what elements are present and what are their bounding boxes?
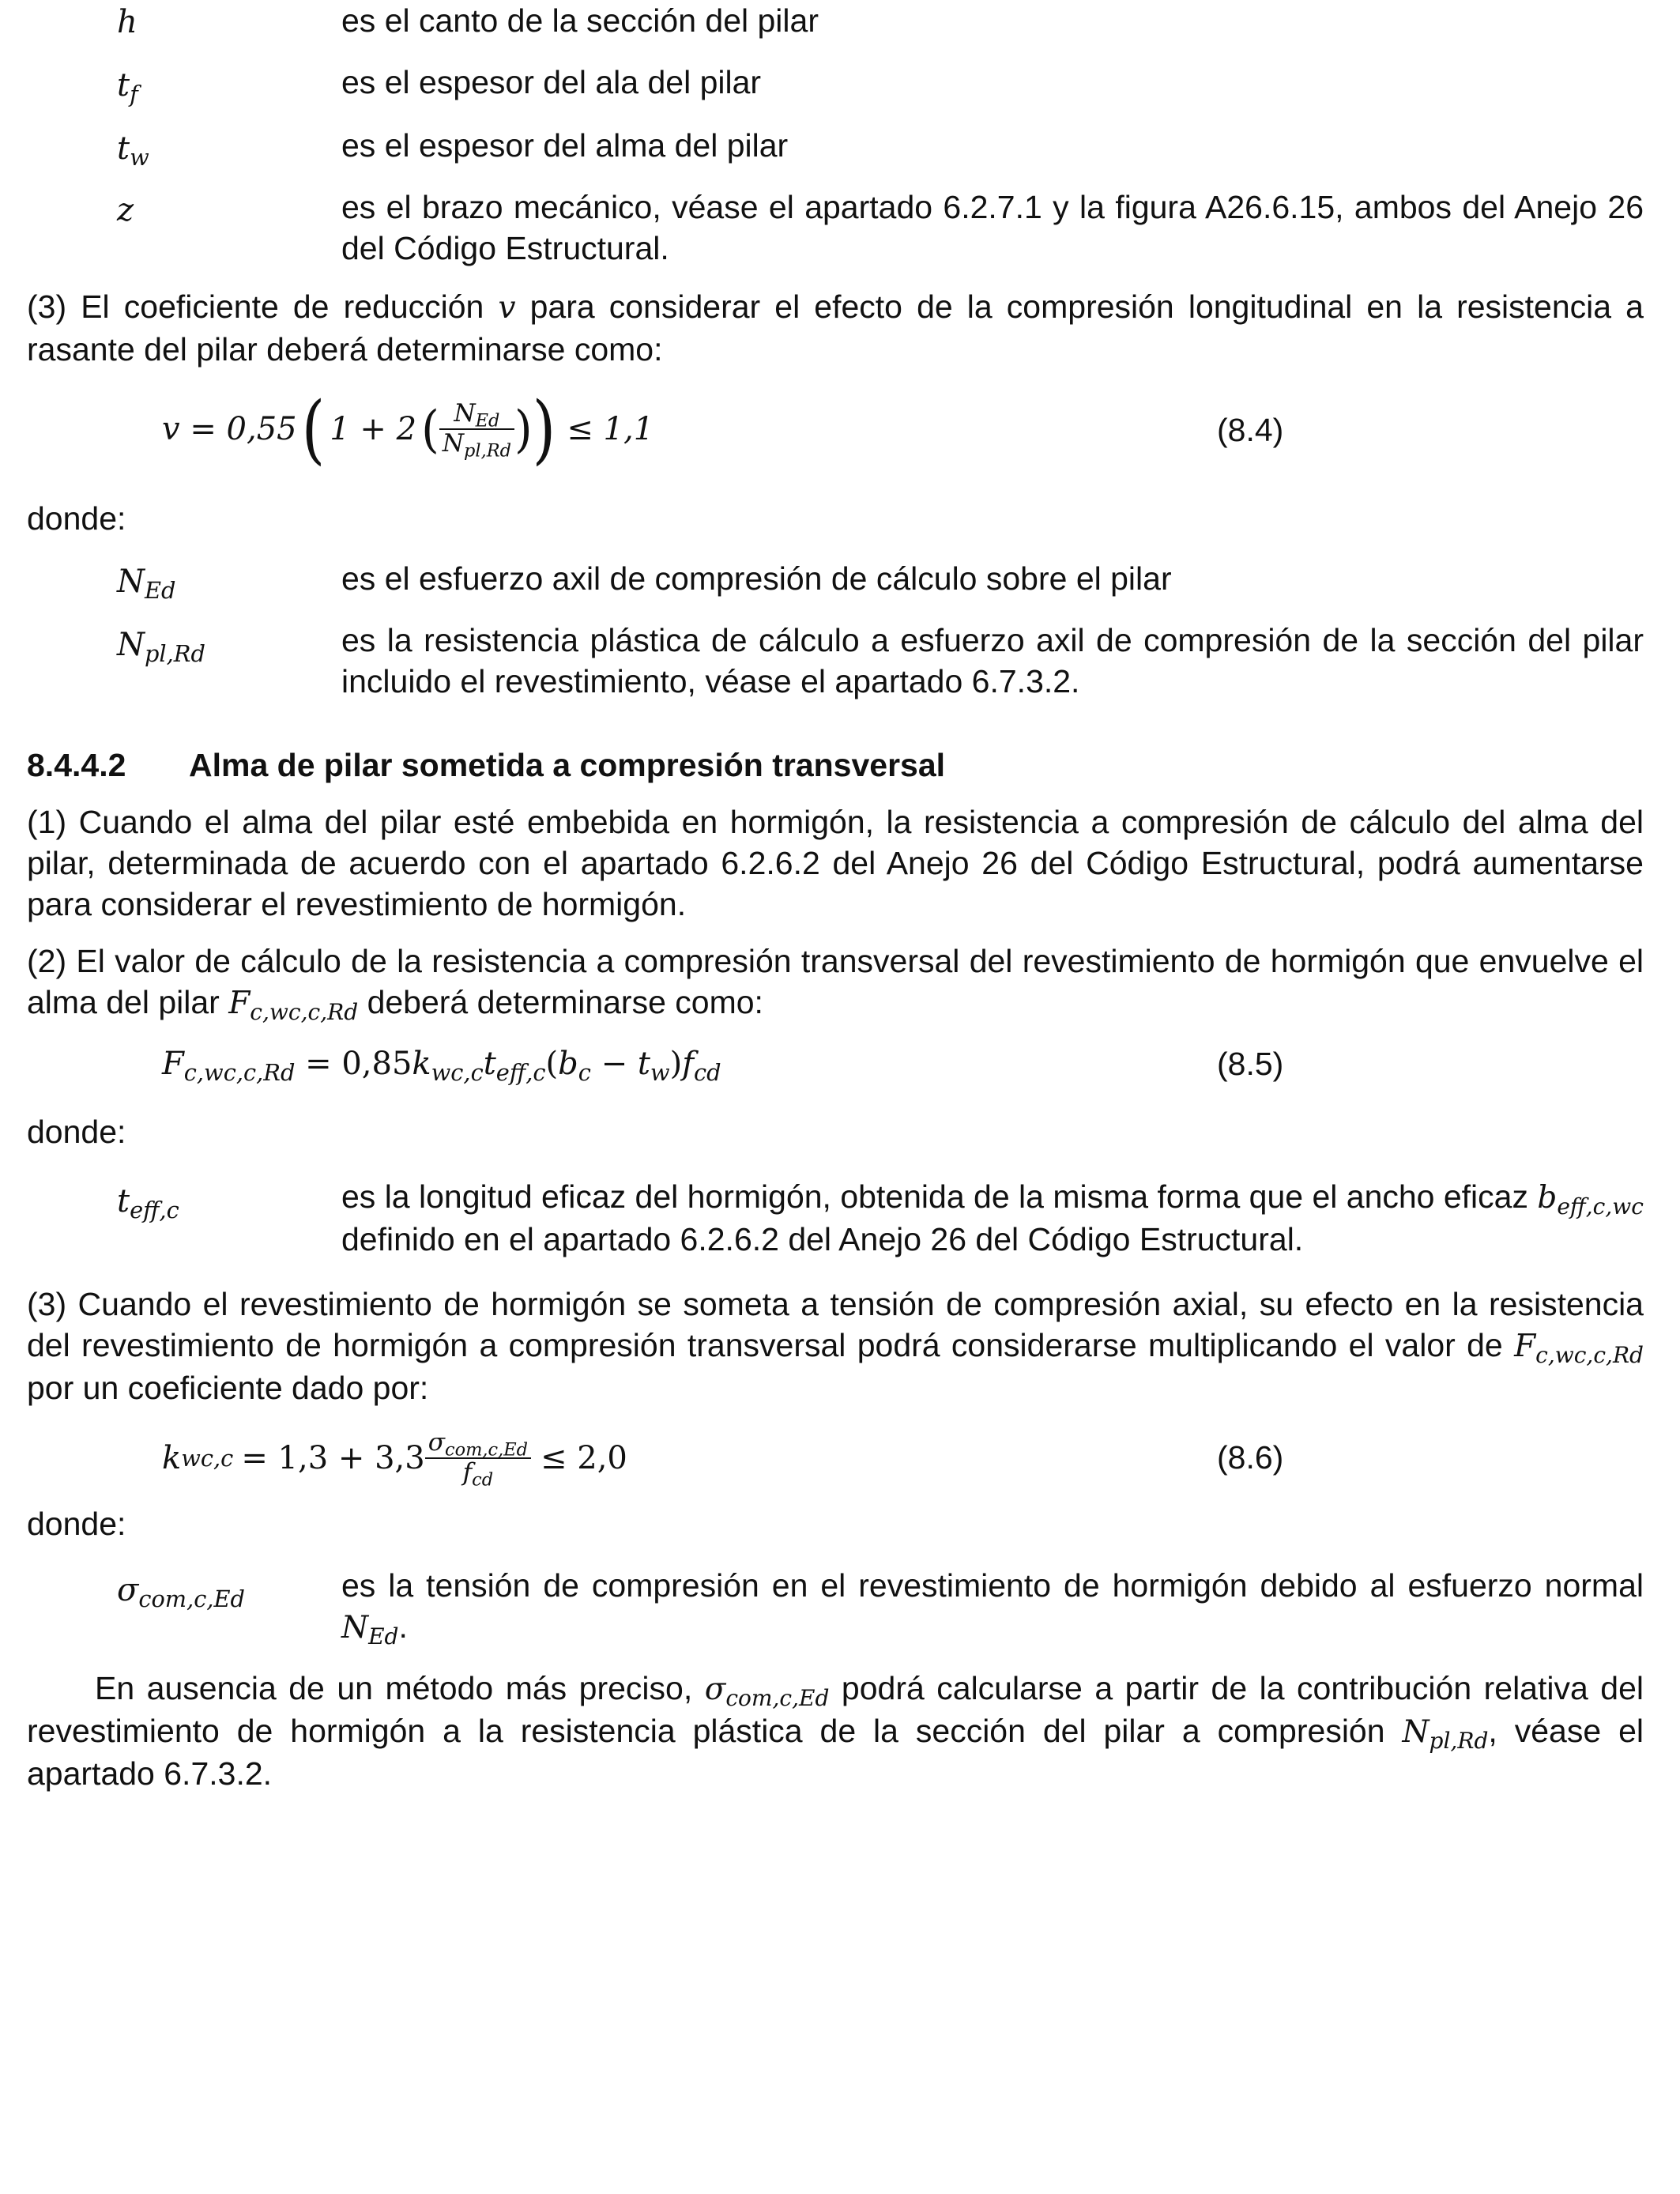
definition-tf: es el espesor del ala del pilar: [341, 64, 762, 100]
definition-Nplrd: es la resistencia plástica de cálculo a esfuerzo axil de compresión de la sección del pilar incluido el revestimiento, véase el apartado 6.7.3.2.: [341, 622, 1644, 699]
definition-sigma-com: es la tensión de compresión en el revestimiento de hormigón debido al esfuerzo normal $N_{Ed}$.: [341, 1567, 1644, 1649]
equation-8-6: k wc,c = 1,3 + 3,3 $\frac{\sigma_{com,c,Ed}}{f_{cd}}$ ≤ 2,0: [162, 1428, 627, 1491]
section-heading: [27, 745, 945, 786]
equation-number-8-5: (8.5): [1217, 1046, 1284, 1082]
paragraph-final: En ausencia de un método más preciso, $\sigma_{com,c,Ed}$ podrá calcularse a partir de la contribución relativa del revestimiento de hormigón a la resistencia plástica de la sección del pilar a compresión $N_{pl,Rd}$, véase el apartado 6.7.3.2.: [27, 1670, 1644, 1792]
donde-label-3: donde:: [27, 1506, 126, 1542]
equation-number-8-4: (8.4): [1217, 412, 1284, 448]
equation-8-5: $F_{c,wc,c,Rd} = 0,85k_{wc,c}t_{eff,c}(b_c - t_w)f_{cd}$: [162, 1046, 721, 1087]
symbol-z: z: [117, 192, 134, 228]
section-number: 8.4.4.2: [27, 747, 126, 783]
equation-8-4: v = 0,55 ( 1 + 2 ( $\frac{N_{Ed}}{N_{pl,Rd}}$ ) ) ≤ 1,1: [162, 384, 654, 473]
paragraph-3-reduction: (3) El coeficiente de reducción v para considerar el efecto de la compresión longitudinal en la resistencia a rasante del pilar deberá determinarse como:: [27, 288, 1644, 368]
fraction-sigma-fcd: $\frac{\sigma_{com,c,Ed}}{f_{cd}}$: [425, 1429, 531, 1487]
definition-NEd: es el esfuerzo axil de compresión de cálculo sobre el pilar: [341, 560, 1172, 597]
symbol-Nplrd: $N_{pl,Rd}$: [117, 627, 205, 668]
definition-h: es el canto de la sección del pilar: [341, 2, 819, 39]
definition-z: es el brazo mecánico, véase el apartado 6.2.7.1 y la figura A26.6.15, ambos del Anejo 26 del Código Estructural.: [341, 189, 1644, 266]
symbol-tw: $t_w$: [117, 130, 149, 172]
symbol-sigma-com: $\sigma_{com,c,Ed}$: [117, 1572, 245, 1613]
symbol-h: h: [117, 4, 137, 40]
donde-label-1: donde:: [27, 500, 126, 537]
equation-number-8-6: (8.6): [1217, 1439, 1284, 1476]
symbol-teffc: $t_{eff,c}$: [117, 1183, 179, 1224]
paragraph-1-web-embedded: (1) Cuando el alma del pilar esté embebida en hormigón, la resistencia a compresión de cálculo del alma del pilar, determinada de acuerdo con el apartado 6.2.6.2 del Anejo 26 del Código Estructural, podrá aumentarse para considerar el revestimiento de hormigón.: [27, 804, 1644, 922]
section-title: Alma de pilar sometida a compresión transversal: [189, 747, 946, 783]
paragraph-3-axial-compression: (3) Cuando el revestimiento de hormigón se someta a tensión de compresión axial, su efecto en la resistencia del revestimiento de hormigón a compresión transversal podrá considerarse multiplicando el valor de $F_{c,wc,c,Rd}$ por un coeficiente dado por:: [27, 1286, 1644, 1406]
definition-teffc: es la longitud eficaz del hormigón, obtenida de la misma forma que el ancho eficaz $b_{eff,c,wc}$ definido en el apartado 6.2.6.2 del Anejo 26 del Código Estructural.: [341, 1178, 1644, 1257]
fraction-NEd-Nplrd: $\frac{N_{Ed}}{N_{pl,Rd}}$: [439, 400, 514, 458]
symbol-NEd: $N_{Ed}$: [117, 564, 176, 605]
donde-label-2: donde:: [27, 1114, 126, 1150]
paragraph-2-transverse-resistance: (2) El valor de cálculo de la resistencia a compresión transversal del revestimiento de hormigón que envuelve el alma del pilar $F_{c,wc,c,Rd}$ deberá determinarse como:: [27, 943, 1644, 1025]
symbol-tf: $t_f$: [117, 67, 138, 108]
definition-tw: es el espesor del alma del pilar: [341, 127, 789, 164]
